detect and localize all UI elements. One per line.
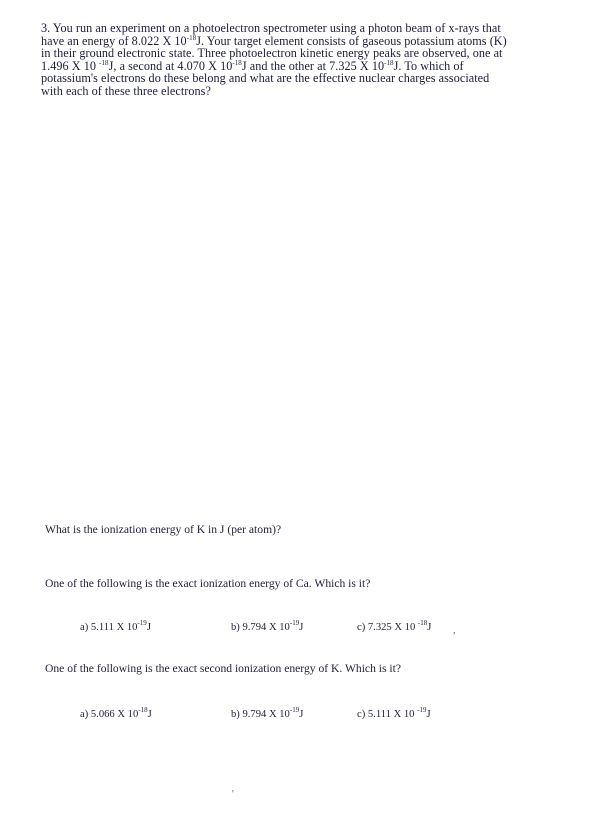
choice-label: c) 5.111 X 10	[357, 709, 418, 720]
choice-label: a) 5.066 X 10	[80, 709, 139, 720]
q3-line: 1.496 X 10 $^{-18}$J, a second at 4.070 X $10^{-18}J$ and the other at 7.325 X $10^{-18}J$. To which of	[41, 58, 464, 73]
choice-label: a) 5.111 X 10	[80, 622, 138, 633]
k-choice-a	[80, 706, 152, 720]
choice-unit: J	[299, 709, 304, 720]
ca-choice-b	[231, 619, 304, 633]
choice-exponent: -19	[289, 706, 300, 714]
q3-line: potassium's electrons do these belong and what are the effective nuclear charges associated	[41, 71, 490, 86]
choice-unit: J	[147, 709, 152, 720]
q3-line: in their ground electronic state. Three photoelectron kinetic energy peaks are observed, one at	[41, 46, 503, 61]
exponent: -18	[99, 58, 109, 67]
choice-unit: J	[299, 622, 304, 633]
exponent: -18	[232, 58, 242, 67]
k-question-prompt: One of the following is the exact second ionization energy of K. Which is it?	[45, 662, 401, 675]
ionization-energy-prompt: What is the ionization energy of K in J (per atom)?	[45, 523, 282, 536]
exponent: -18	[384, 58, 394, 67]
choice-unit: J	[146, 622, 151, 633]
q3-line: have an energy of 8.022 X $10^{-18}J$. Your target element consists of gaseous potassium atoms (K)	[41, 33, 507, 48]
question-3-text	[41, 22, 569, 98]
stray-mark: '	[232, 789, 234, 800]
choice-exponent: -19	[417, 706, 427, 714]
q3-line: with each of these three electrons?	[41, 83, 211, 98]
ca-choice-c	[357, 619, 432, 633]
choice-label: b) 9.794 X 10	[231, 622, 290, 633]
k-choice-c	[357, 706, 431, 720]
q3-line: 3. You run an experiment on a photoelectron spectrometer using a photon beam of x-rays that	[41, 21, 501, 35]
stray-mark: ,	[453, 625, 456, 636]
choice-label: b) 9.794 X 10	[231, 709, 290, 720]
exponent: -18	[186, 33, 197, 42]
choice-label: c) 7.325 X 10	[357, 622, 418, 633]
choice-unit: J	[426, 709, 431, 720]
choice-exponent: -19	[137, 619, 147, 627]
choice-exponent: -18	[417, 619, 428, 627]
choice-exponent: -19	[289, 619, 300, 627]
choice-exponent: -18	[138, 706, 148, 714]
ca-question-prompt: One of the following is the exact ionization energy of Ca. Which is it?	[45, 577, 371, 590]
ca-choice-a	[80, 619, 151, 633]
choice-unit: J	[427, 622, 432, 633]
k-choice-b	[231, 706, 304, 720]
